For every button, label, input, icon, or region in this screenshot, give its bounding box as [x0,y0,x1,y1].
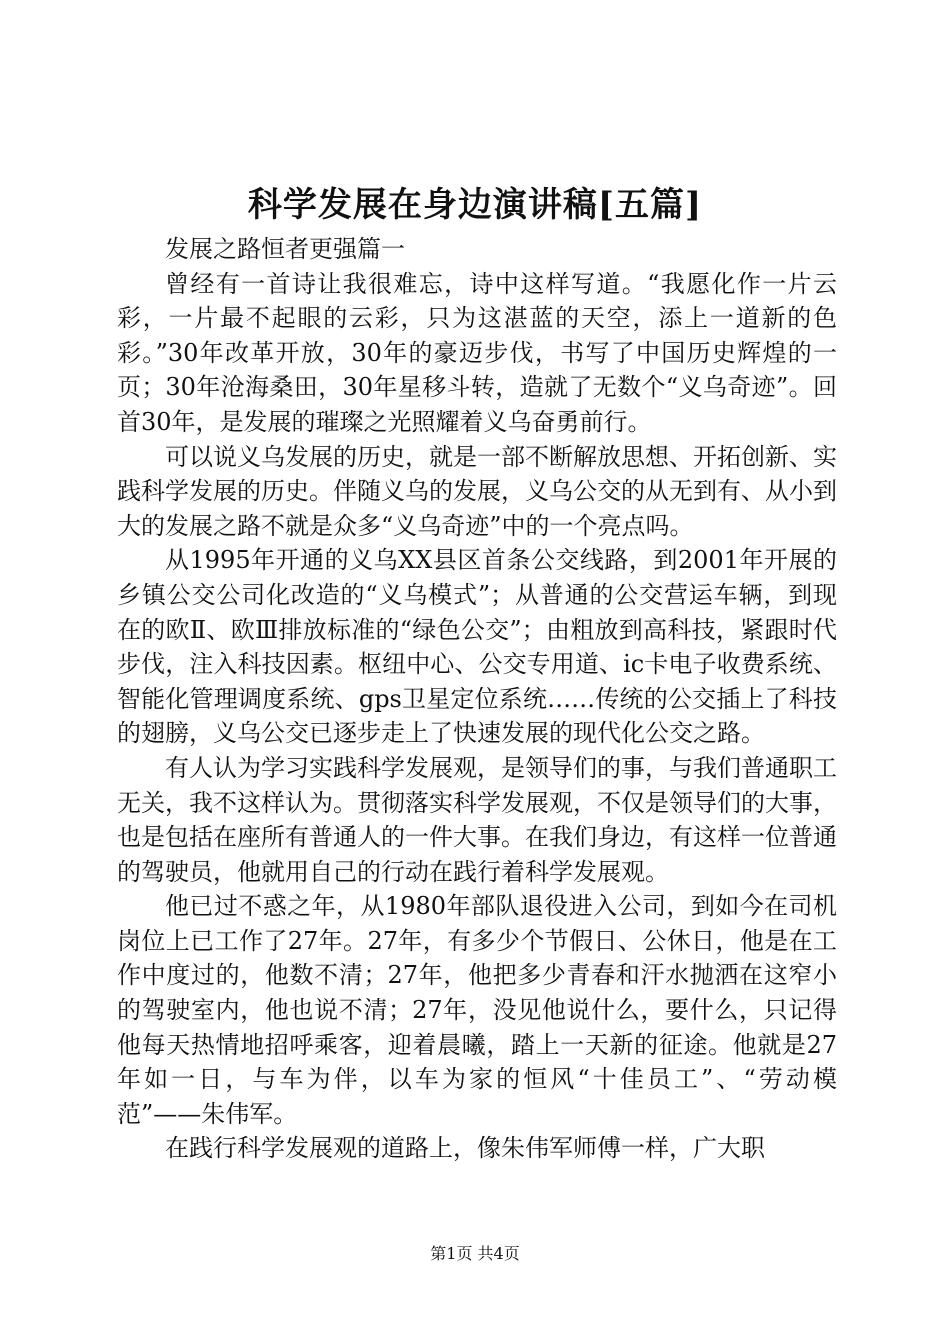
paragraph: 他已过不惑之年，从1980年部队退役进入公司，到如今在司机岗位上已工作了27年。27年，有多少个节假日、公休日，他是在工作中度过的，他数不清；27年，他把多少青春和汗水抛洒在这窄小的驾驶室内，他也说不清；27年，没见他说什么，要什么，只记得他每天热情地招呼乘客，迎着晨曦，踏上一天新的征途。他就是27年如一日，与车为伴，以车为家的恒风“十佳员工”、“劳动模范”——朱伟军。 [117,892,837,1128]
section-heading: 发展之路恒者更强篇一 [165,235,405,263]
page-footer: 第1页 共4页 [430,1244,520,1263]
paragraph: 在践行科学发展观的道路上，像朱伟军师傅一样，广大职 [165,1134,765,1163]
paragraph: 有人认为学习实践科学发展观，是领导们的事，与我们普通职工无关，我不这样认为。贯彻落实科学发展观，不仅是领导们的大事，也是包括在座所有普通人的一件大事。在我们身边，有这样一位普通的驾驶员，他就用自己的行动在践行着科学发展观。 [117,753,837,886]
paragraph: 可以说义乌发展的历史，就是一部不断解放思想、开拓创新、实践科学发展的历史。伴随义乌的发展，义乌公交的从无到有、从小到大的发展之路不就是众多“义乌奇迹”中的一个亮点吗。 [117,442,837,540]
paragraph: 曾经有一首诗让我很难忘，诗中这样写道。“我愿化作一片云彩，一片最不起眼的云彩，只为这湛蓝的天空，添上一道新的色彩。”30年改革开放，30年的豪迈步伐，书写了中国历史辉煌的一页；30年沧海桑田，30年星移斗转，造就了无数个“义乌奇迹”。回首30年，是发展的璀璨之光照耀着义乌奋勇前行。 [117,269,837,436]
paragraph: 从1995年开通的义乌XX县区首条公交线路，到2001年开展的乡镇公交公司化改造的“义乌模式”；从普通的公交营运车辆，到现在的欧Ⅱ、欧Ⅲ排放标准的“绿色公交”；由粗放到高科技，紧跟时代步伐，注入科技因素。枢纽中心、公交专用道、ic卡电子收费系统、智能化管理调度系统、gps卫星定位系统……传统的公交插上了科技的翅膀，义乌公交已逐步走上了快速发展的现代化公交之路。 [117,546,837,748]
document-title: 科学发展在身边演讲稿[五篇] [247,185,703,225]
document-body [117,232,837,1166]
